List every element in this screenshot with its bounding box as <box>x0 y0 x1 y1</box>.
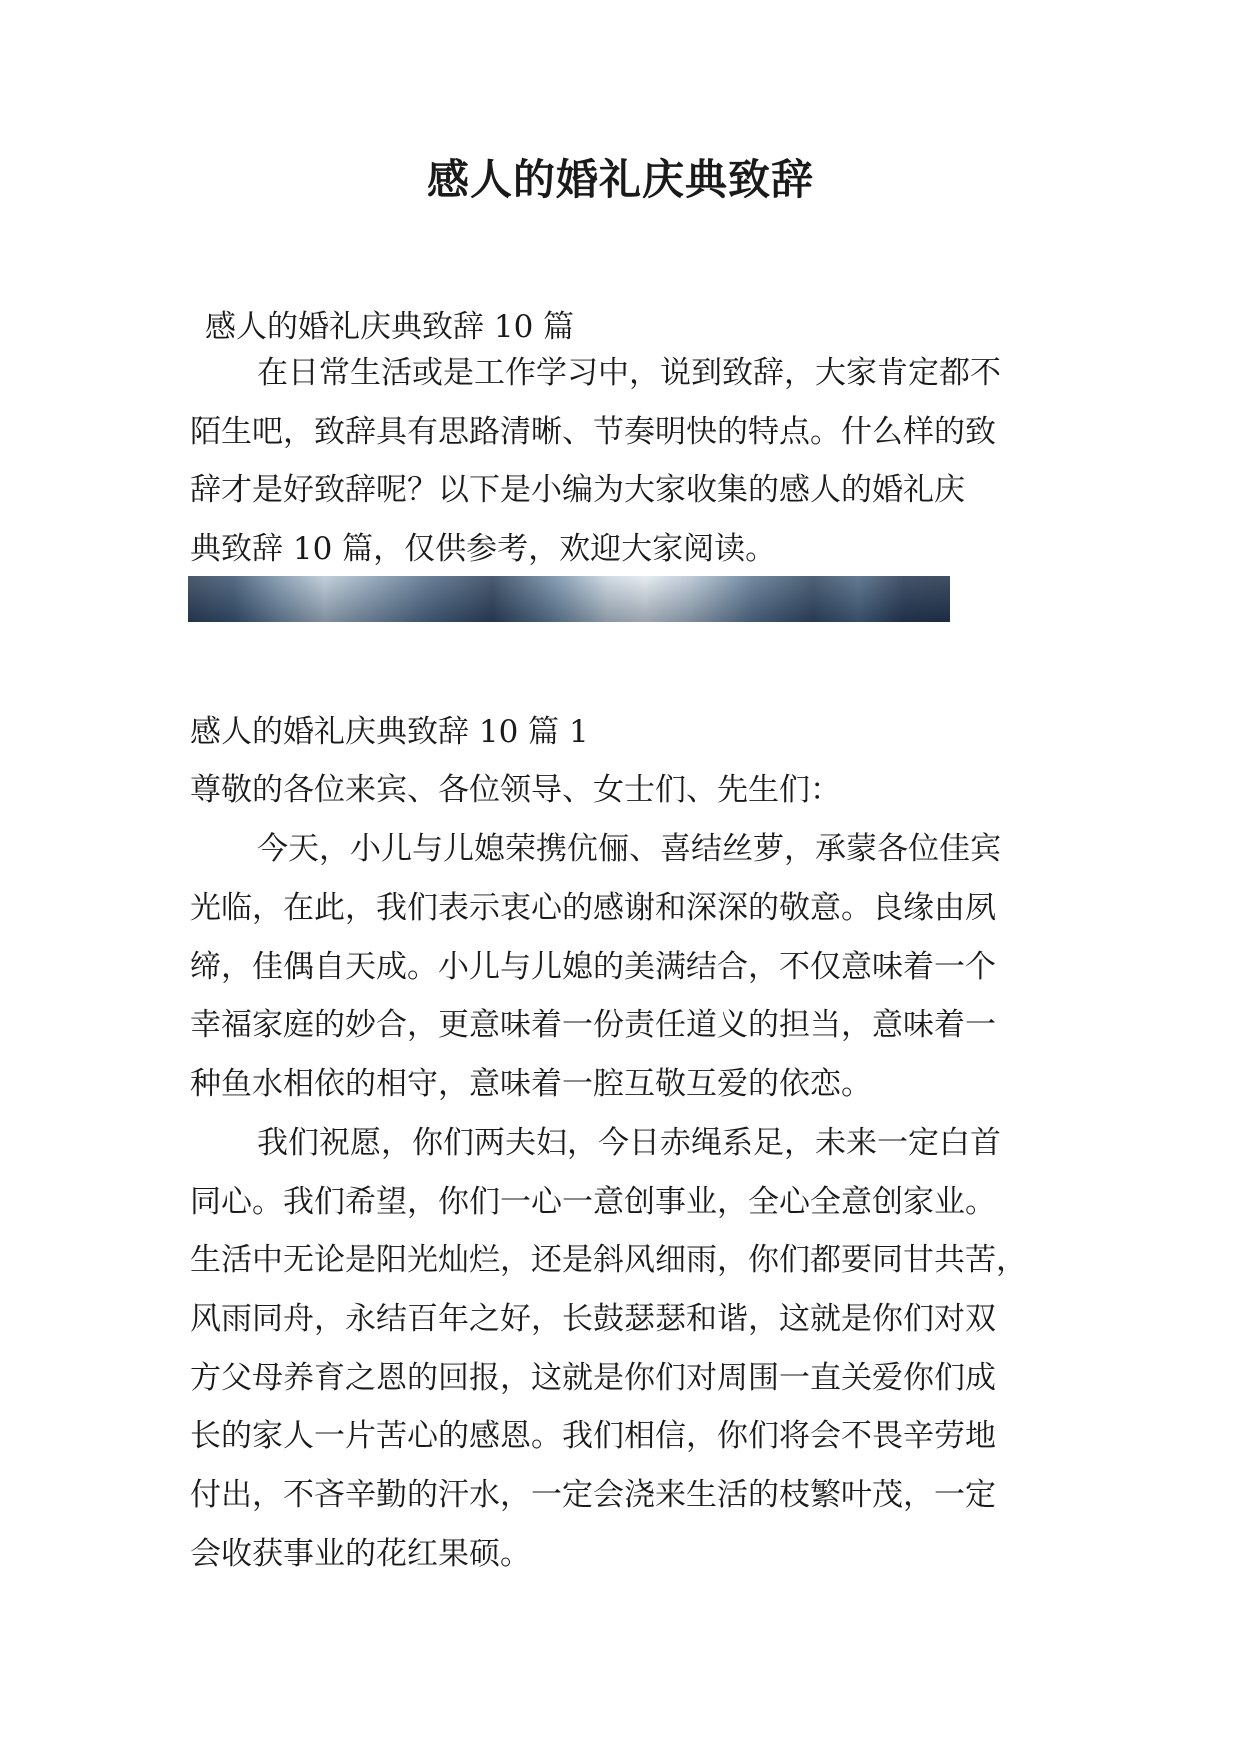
intro-line: 陌生吧，致辞具有思路清晰、节奏明快的特点。什么样的致 <box>190 414 996 450</box>
paragraph2-line: 风雨同舟，永结百年之好，长鼓瑟瑟和谐，这就是你们对双 <box>190 1301 996 1337</box>
paragraph2-line: 方父母养育之恩的回报，这就是你们对周围一直关爱你们成 <box>190 1360 996 1396</box>
paragraph1-line: 光临，在此，我们表示衷心的感谢和深深的敬意。良缘由夙 <box>190 890 996 926</box>
document-title: 感人的婚礼庆典致辞 <box>426 155 814 204</box>
section-heading: 感人的婚礼庆典致辞 10 篇 1 <box>190 714 589 750</box>
paragraph2-line: 我们祝愿，你们两夫妇，今日赤绳系足，未来一定白首 <box>257 1125 1001 1161</box>
paragraph1-line: 种鱼水相依的相守，意味着一腔互敬互爱的依恋。 <box>190 1066 872 1102</box>
intro-line: 在日常生活或是工作学习中，说到致辞，大家肯定都不 <box>257 355 1001 391</box>
intro-line: 典致辞 10 篇，仅供参考，欢迎大家阅读。 <box>190 531 777 567</box>
paragraph1-line: 今天，小儿与儿媳荣携伉俪、喜结丝萝，承蒙各位佳宾 <box>257 831 1001 867</box>
paragraph2-line: 付出，不吝辛勤的汗水，一定会浇来生活的枝繁叶茂，一定 <box>190 1477 996 1513</box>
paragraph1-line: 缔，佳偶自天成。小儿与儿媳的美满结合，不仅意味着一个 <box>190 949 996 985</box>
banner-image <box>188 576 950 622</box>
salutation: 尊敬的各位来宾、各位领导、女士们、先生们： <box>190 772 841 808</box>
paragraph2-line: 会收获事业的花红果硕。 <box>190 1536 531 1572</box>
paragraph2-line: 生活中无论是阳光灿烂，还是斜风细雨，你们都要同甘共苦， <box>190 1242 1027 1278</box>
document-subtitle: 感人的婚礼庆典致辞 10 篇 <box>205 309 575 345</box>
intro-line: 辞才是好致辞呢？以下是小编为大家收集的感人的婚礼庆 <box>190 472 965 508</box>
banner-image-shade <box>188 576 950 622</box>
paragraph2-line: 同心。我们希望，你们一心一意创事业，全心全意创家业。 <box>190 1184 996 1220</box>
paragraph2-line: 长的家人一片苦心的感恩。我们相信，你们将会不畏辛劳地 <box>190 1418 996 1454</box>
paragraph1-line: 幸福家庭的妙合，更意味着一份责任道义的担当，意味着一 <box>190 1007 996 1043</box>
